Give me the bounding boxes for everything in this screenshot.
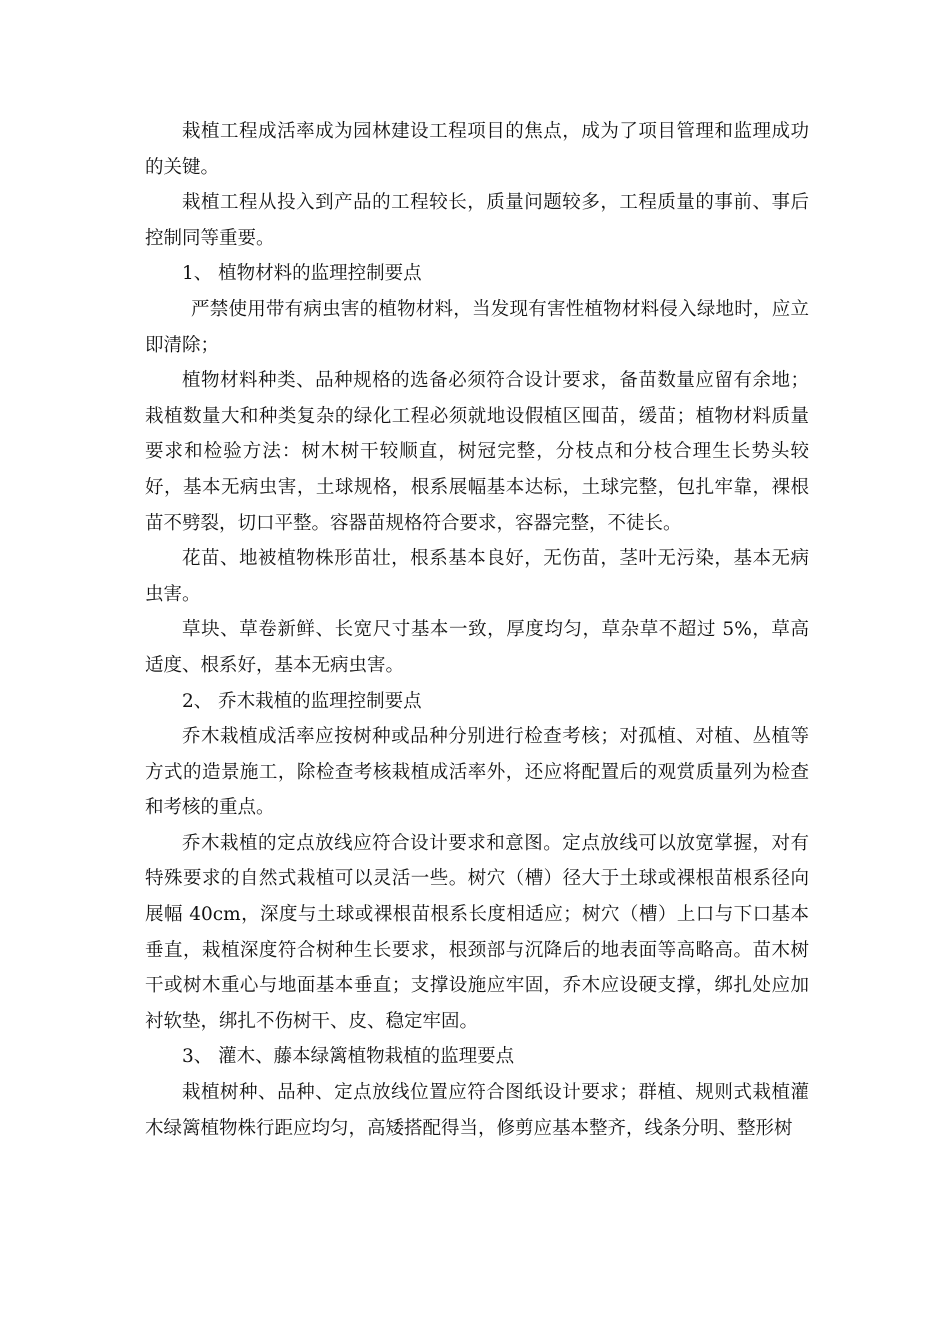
section-heading-3: 3、 灌木、藤本绿篱植物栽植的监理要点 (182, 1046, 515, 1068)
document-body (145, 114, 809, 1146)
section-heading-2: 2、 乔木栽植的监理控制要点 (182, 690, 422, 712)
paragraph-intro-1: 栽植工程成活率成为园林建设工程项目的焦点，成为了项目管理和监理成功的关键。 (145, 121, 809, 178)
paragraph-shrub-planting: 栽植树种、品种、定点放线位置应符合图纸设计要求；群植、规则式栽植灌木绿篱植物株行距应均匀，高矮搭配得当，修剪应基本整齐，线条分明、整形树 (145, 1082, 809, 1139)
paragraph-pest-control: 严禁使用带有病虫害的植物材料，当发现有害性植物材料侵入绿地时，应立即清除； (145, 298, 809, 356)
paragraph-plant-material: 植物材料种类、品种规格的选备必须符合设计要求，备苗数量应留有余地；栽植数量大和种类复杂的绿化工程必须就地设假植区囤苗，缓苗；植物材料质量要求和检验方法：树木树干较顺直，树冠完整，分枝点和分枝合理生长势头较好，基本无病虫害，土球规格，根系展幅基本达标，土球完整，包扎牢靠，裸根苗不劈裂，切口平整。容器苗规格符合要求，容器完整，不徒长。 (145, 370, 809, 534)
paragraph-turf: 草块、草卷新鲜、长宽尺寸基本一致，厚度均匀，草杂草不超过 5%，草高适度、根系好，基本无病虫害。 (145, 619, 809, 676)
paragraph-intro-2: 栽植工程从投入到产品的工程较长，质量问题较多，工程质量的事前、事后控制同等重要。 (145, 192, 809, 249)
paragraph-flower-seedlings: 花苗、地被植物株形苗壮，根系基本良好，无伤苗，茎叶无污染，基本无病虫害。 (145, 548, 809, 605)
paragraph-tree-layout: 乔木栽植的定点放线应符合设计要求和意图。定点放线可以放宽掌握，对有特殊要求的自然式栽植可以灵活一些。树穴（槽）径大于土球或裸根苗根系径向展幅 40cm，深度与土球或裸根苗根系长度相适应；树穴（槽）上口与下口基本垂直，栽植深度符合树种生长要求，根颈部与沉降后的地表面等高略高。苗木树干或树木重心与地面基本垂直；支撑设施应牢固，乔木应设硬支撑，绑扎处应加衬软垫，绑扎不伤树干、皮、稳定牢固。 (145, 832, 809, 1032)
section-heading-1: 1、 植物材料的监理控制要点 (182, 263, 422, 285)
paragraph-tree-survival: 乔木栽植成活率应按树种或品种分别进行检查考核；对孤植、对植、丛植等方式的造景施工，除检查考核栽植成活率外，还应将配置后的观赏质量列为检查和考核的重点。 (145, 726, 809, 819)
